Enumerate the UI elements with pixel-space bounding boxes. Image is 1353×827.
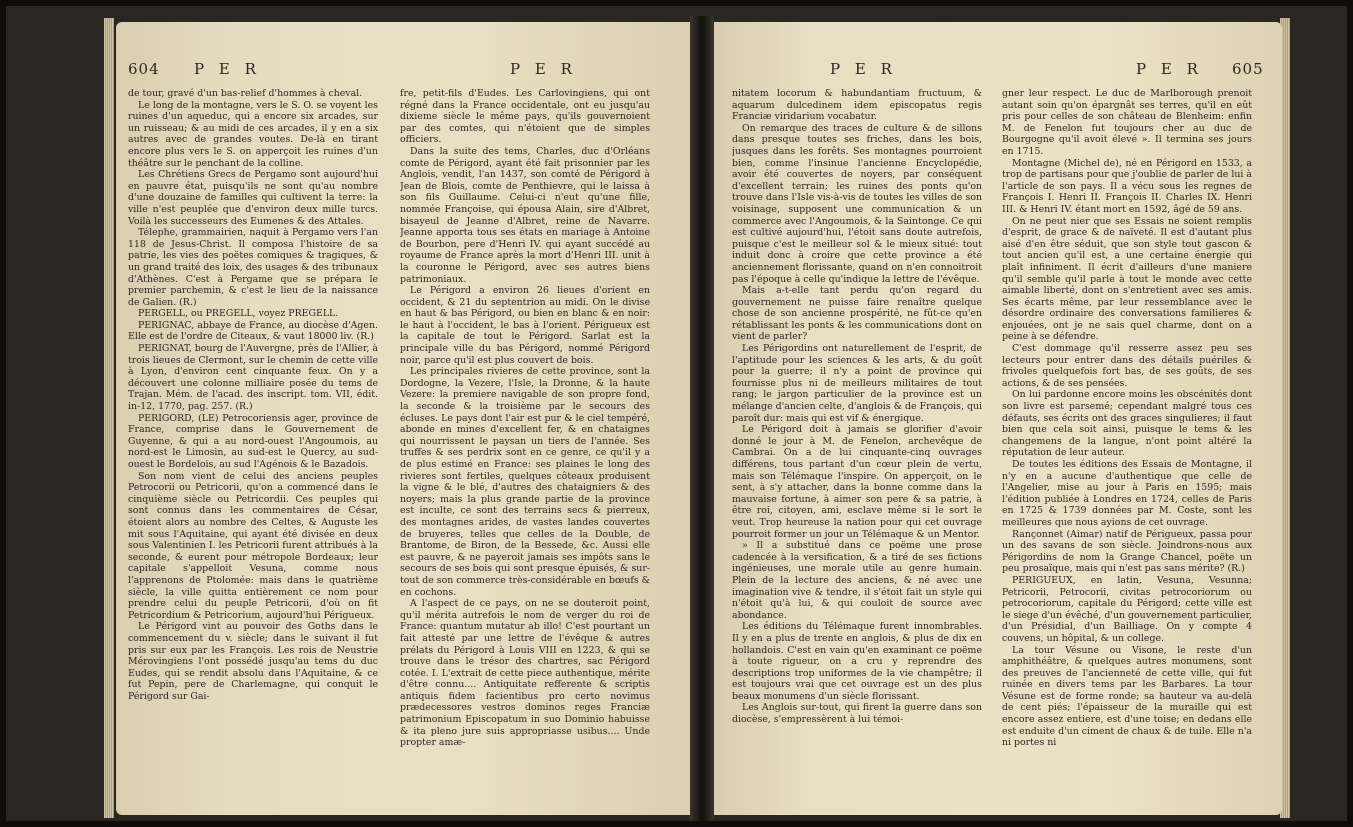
paragraph: Le long de la montagne, vers le S. O. se voyent les ruines d'un aqueduc, qui a encore six arcades, sur un ruisseau; & au midi de ces arcades, il y en a six autres avec de grandes voutes. De-là en tirant encore plus vers le S. on apperçoit les ruines d'un théâtre sur le penchant de la colline. — [128, 99, 378, 169]
left-page — [116, 22, 696, 815]
right-column-2 — [1002, 88, 1252, 808]
paragraph: PERIGUEUX, en latin, Vesuna, Vesunna; Petricorii, Petrocorii, civitas petrocoriorum ou petrocoriorum, capitale du Périgord; cette ville est le siege d'un évêché, d'un gouvernement particulier, d'un Présidial, d'un Bailliage. On y compte 4 couvens, un hôpital, & un college. — [1002, 574, 1252, 644]
right-head-col1: P E R — [830, 60, 897, 78]
paragraph: Mais a-t-elle tant perdu qu'on regard du gouvernement ne puisse faire renaître quelque chose de son ancienne prospérité, ne fût-ce qu'en rétablissant les ponts & les communications dont on vient de parler? — [732, 285, 982, 343]
paragraph: La tour Vésune ou Visone, le reste d'un amphithéâtre, & quelques autres monumens, sont des preuves de l'ancienneté de cette ville, qui fut ruinée en divers tems par les Barbares. La tour Vésune est de forme ronde; sa hauteur va au-delà de cent piés; l'épaisseur de la muraille qui est encore assez entiere, est d'une toise; en dedans elle est enduite d'un ciment de chaux & de tuile. Elle n'a ni portes ni — [1002, 644, 1252, 749]
paragraph: Le Périgord doit à jamais se glorifier d'avoir donné le jour à M. de Fenelon, archevêque de Cambrai. On a de lui cinquante-cinq ouvrages différens, tous partant d'un cœur plein de vertu, mais son Télémaque l'inspire. On apperçoit, on le sent, à s'y attacher, dans la bonne comme dans la mauvaise fortune, à aimer son pere & sa patrie, à être roi, citoyen, ami, esclave même si le sort le veut. Trop heureuse la nation pour qui cet ouvrage pourroit former un jour un Télémaque & un Mentor. — [732, 424, 982, 540]
paragraph: Dans la suite des tems, Charles, duc d'Orléans comte de Périgord, ayant été fait prisonnier par les Anglois, vendit, l'an 1437, son comté de Périgord à Jean de Blois, comte de Penthievre, qui le laissa à son fils Guillaume. Celui-ci n'eut qu'une fille, nommée Françoise, qui épousa Alain, sire d'Albret, bisayeul de Jeanne d'Albret, reine de Navarre. Jeanne apporta tous ses états en mariage à Antoine de Bourbon, pere d'Henri IV. qui ayant succédé au royaume de France après la mort d'Henri III. unit à la couronne le Périgord, avec ses autres biens patrimoniaux. — [400, 145, 650, 285]
paragraph: PERIGNAC, abbaye de France, au diocèse d'Agen. Elle est de l'ordre de Citeaux, & vaut 18000 liv. (R.) — [128, 319, 378, 343]
paragraph: Les Périgordins ont naturellement de l'esprit, de l'aptitude pour les sciences & les arts, & du goût pour la guerre; il n'y a point de province qui fournisse plus ni de meilleurs militaires de tout rang; le jargon particulier de la province est un mélange d'ancien celte, d'anglois & de François, qui paroît dur: mais qui est vif & énergique. — [732, 343, 982, 424]
left-column-1 — [128, 88, 378, 808]
book-spread — [6, 6, 1347, 821]
paragraph: Les éditions du Télémaque furent innombrables. Il y en a plus de trente en anglois, & plus de dix en hollandois. C'est en vain qu'en examinant ce poëme à toute rigueur, on a cru y reprendre des descriptions trop uniformes de la vie champêtre; il est toujours vrai que cet ouvrage est un des plus beaux monumens d'un siècle florissant. — [732, 621, 982, 702]
left-column-2 — [400, 88, 650, 808]
left-running-head — [116, 60, 696, 80]
left-head-col2: P E R — [510, 60, 577, 78]
paragraph: PERIGNAT, bourg de l'Auvergne, près de l'Allier, à trois lieues de Clermont, sur le chemin de cette ville à Lyon, d'environ cent cinquante feux. On y a découvert une colonne milliaire posée du tems de Trajan. Mém. de l'acad. des inscript. tom. VII, édit. in-12, 1770, pag. 257. (R.) — [128, 343, 378, 413]
paragraph: Montagne (Michel de), né en Périgord en 1533, a trop de partisans pour que j'oublie de parler de lui à l'article de son pays. Il a vécu sous les regnes de François I. Henri II. François II. Charles IX. Henri III. & Henri IV. étant mort en 1592, âgé de 59 ans. — [1002, 157, 1252, 215]
paragraph: On remarque des traces de culture & de sillons dans presque toutes ses friches, dans les bois, jusques dans les forêts. Ses montagnes pourroient bien, comme l'insinue l'ancienne Encyclopédie, avoir été couvertes de noyers, par conséquent d'excellent terrain; les ruines des ponts qu'on trouve dans l'Isle vis-à-vis de toutes les villes de son voisinage, supposent une communication & un commerce avec l'Angoumois, & la Saintonge. Ce qui est cultivé aujourd'hui, l'étoit sans doute autrefois, puisque c'est le meilleur sol & le mieux situé: tout induit donc à croire que cette province a été anciennement florissante, quand on n'en connoitroit pas l'époque à celle qu'indique la lettre de l'évêque. — [732, 122, 982, 285]
paragraph: A l'aspect de ce pays, on ne se douteroit point, qu'il mérita autrefois le nom de verger du roi de France: quantum mutatur ab illo! C'est pourtant un fait attesté par une lettre de l'évêque & autres prélats du Périgord à Louis VIII en 1223, & qui se trouve dans le trésor des chartres, sac Périgord cotée. I. L'extrait de cette piece authentique, mérite d'être connu.... Antiquitate refferente & scriptis antiquis fidem facientibus pro certo novimus prædecessores vestros dominos reges Franciæ patrimonium Episcopatum in suo Dominio habuisse & ita pleno jure suis appropriasse usibus.... Unde propter amæ- — [400, 598, 650, 749]
left-page-number: 604 — [128, 60, 160, 78]
paragraph: Rançonnet (Aimar) natif de Périgueux, passa pour un des savans de son siècle. Joindrons-nous aux Périgordins de nom la Grange Chancel, poëte un peu prosaïque, mais qui n'est pas sans mérite? (R.) — [1002, 528, 1252, 575]
paragraph: Télephe, grammairien, naquit à Pergamo vers l'an 118 de Jesus-Christ. Il composa l'histoire de sa patrie, les vies des poëtes comiques & tragiques, & un grand traité des loix, des usages & des tribunaux d'Athènes. C'est à Pergame que se prépara le premier parchemin, & c'est le lieu de la naissance de Galien. (R.) — [128, 227, 378, 308]
paragraph: Les Chrétiens Grecs de Pergamo sont aujourd'hui en pauvre état, puisqu'ils ne sont qu'au nombre d'une douzaine de familles qui cultivent la terre: la ville n'est peuplée que d'environ deux mille turcs. Voilà les successeurs des Eumenes & des Attales. — [128, 169, 378, 227]
paragraph: gner leur respect. Le duc de Marlborough prenoit autant soin qu'on épargnât ses terres, qu'il en eût pris pour celles de son château de Blenheim: enfin M. de Fenelon fut toujours cher au duc de Bourgogne qu'il avoit élevé ». Il termina ses jours en 1715. — [1002, 88, 1252, 157]
paragraph: Les Anglois sur-tout, qui firent la guerre dans son diocèse, s'empressèrent à lui témoi- — [732, 702, 982, 726]
paragraph: PERIGORD, (LE) Petrocoriensis ager, province de France, comprise dans le Gouvernement de Guyenne, & qui a au nord-ouest l'Angoumois, au nord-est le Limosin, au sud-est le Quercy, au sud-ouest le Bordelois, au sud l'Agénois & le Bazadois. — [128, 412, 378, 470]
paragraph: On ne peut nier que ses Essais ne soient remplis d'esprit, de grace & de naïveté. Il est d'autant plus aisé d'en être séduit, que son style tout gascon & tout ancien qu'il est, a une certaine énergie qui plaît infiniment. Il écrit d'ailleurs d'une maniere qu'il semble qu'il parle à tout le monde avec cette aimable liberté, dont on s'entretient avec ses amis. Ses écarts même, par leur ressemblance avec le désordre ordinaire des conversations familieres & enjouées, ont je ne sais quel charme, dont on a peine à se défendre. — [1002, 215, 1252, 343]
paragraph: Le Périgord vint au pouvoir des Goths dans le commencement du v. siècle; dans le suivant il fut pris sur eux par les François. Les rois de Neustrie Mérovingiens l'ont possédé jusqu'au tems du duc Eudes, qui se rendit absolu dans l'Aquitaine, & ce fut Pepin, pere de Charlemagne, qui conquit le Périgord sur Gai- — [128, 621, 378, 702]
right-column-1 — [732, 88, 982, 808]
paragraph: de tour, gravé d'un bas-relief d'hommes à cheval. — [128, 88, 363, 99]
paragraph: Son nom vient de celui des anciens peuples Petrocorii ou Petricorii, qu'on a commencé dans le cinquième siècle ou Petricordii. Ces peuples qui sont connus dans les commentaires de César, étoient alors au nombre des Celtes, & Auguste les mit sous l'Aquitaine, qui ayant été divisée en deux sous Valentinien I. les Petricorii furent attribués à la seconde, & eurent pour métropole Bordeaux; leur capitale s'appelloit Vesuna, comme nous l'apprenons de Ptolomée: mais dans le quatrième siècle, la ville quitta entièrement ce nom pour prendre celui du peuple Petricorii, d'où on fit Petricordium & Petricorium, aujourd'hui Périgueux. — [128, 470, 378, 621]
book-gutter — [690, 16, 714, 821]
right-running-head — [702, 60, 1282, 80]
paragraph: Les principales rivieres de cette province, sont la Dordogne, la Vezere, l'Isle, la Dronne, & la haute Vezere: la premiere navigable de son propre fond, la seconde & la troisième par le secours des écluses. Le pays dont l'air est pur & le ciel tempéré, abonde en mines d'excellent fer, & en chataignes qui nourrissent le paysan un tiers de l'année. Ses truffes & ses perdrix sont en ce genre, ce qu'il y a de plus estimé en France: ses plaines le long des rivieres sont fertiles, quelques côteaux produisent la vigne & le blé, d'autres des chataigniers & des noyers; mais la plus grande partie de la province est inculte, ce sont des terrains secs & pierreux, des montagnes arides, de vastes landes couvertes de bruyeres, telles que celles de la Double, de Brantome, de Biron, de la Bessede, &c. Aussi elle est pauvre, & ne payeroit jamais ses impôts sans le secours de ses bois qui sont presque épuisés, & sur-tout de son commerce très-considérable en bœufs & en cochons. — [400, 366, 650, 598]
paragraph: Le Périgord a environ 26 lieues d'orient en occident, & 21 du septentrion au midi. On le divise en haut & bas Périgord, ou bien en blanc & en noir: le haut à l'occident, le bas à l'orient. Périgueux est la capitale de tout le Périgord. Sarlat est la principale ville du bas Périgord, nommé Périgord noir, parce qu'il est plus couvert de bois. — [400, 285, 650, 366]
paragraph: fre, petit-fils d'Eudes. Les Carlovingiens, qui ont régné dans la France occidentale, ont eu jusqu'au dixieme siècle le même pays, qu'ils gouvernoient par des comtes, qui n'étoient que de simples officiers. — [400, 88, 650, 146]
paragraph: » Il a substitué dans ce poëme une prose cadencée à la versification, & a tiré de ses fictions ingénieuses, une morale utile au genre humain. Plein de la lecture des anciens, & né avec une imagination vive & tendre, il s'étoit fait un style qui n'étoit qu'à lui, & qui couloit de source avec abondance. — [732, 540, 982, 621]
paragraph: De toutes les éditions des Essais de Montagne, il n'y en a aucune d'authentique que celle de l'Angelier, mise au jour à Paris en 1595; mais l'édition publiée à Londres en 1724, celles de Paris en 1725 & 1739 données par M. Coste, sont les meilleures que nous ayions de cet ouvrage. — [1002, 459, 1252, 528]
right-page — [702, 22, 1282, 815]
paragraph: PERGELL, ou PREGELL, voyez PREGELL. — [138, 308, 339, 320]
left-head-col1: P E R — [194, 60, 261, 78]
paragraph: nitatem locorum & habundantiam fructuum, & aquarum dulcedinem idem episcopatus regis Franciæ viridarium vocabatur. — [732, 88, 982, 123]
paragraph: On lui pardonne encore moins les obscénités dont son livre est parsemé; cependant malgré tous ces défauts, ses écrits ont des graces singulieres; il faut bien que cela soit ainsi, puisque le tems & les changemens de la langue, n'ont point altéré la réputation de leur auteur. — [1002, 389, 1252, 459]
paragraph: C'est dommage qu'il resserre assez peu ses lecteurs pour entrer dans des détails puériles & frivoles quelquefois fort bas, de ses goûts, de ses actions, & de ses pensées. — [1002, 343, 1252, 389]
left-page-edges — [104, 18, 114, 818]
right-page-number: 605 — [1232, 60, 1264, 78]
right-head-col2: P E R — [1136, 60, 1203, 78]
